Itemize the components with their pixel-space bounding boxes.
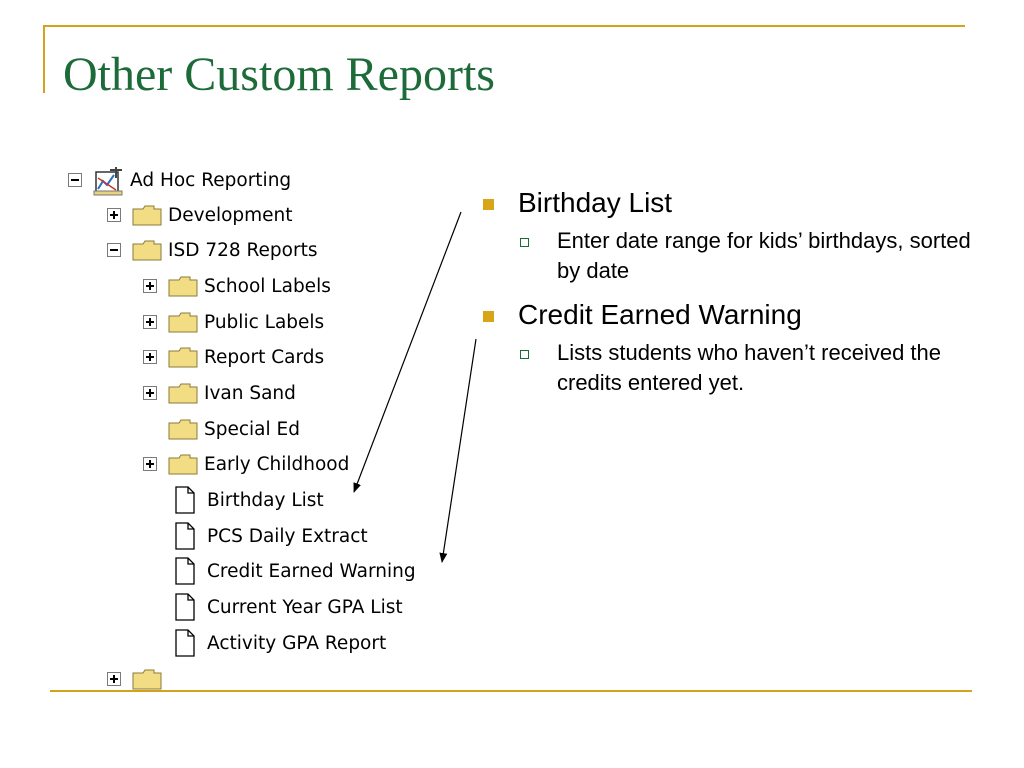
- tree-item-label: Early Childhood: [204, 453, 350, 475]
- bullet-heading: Birthday List: [518, 187, 673, 218]
- tree-item-label: Activity GPA Report: [207, 632, 387, 654]
- bullet-credit-earned-warning: [480, 298, 980, 332]
- sub-bullet-birthday-list: [480, 226, 980, 286]
- slide-title: Other Custom Reports: [63, 48, 495, 101]
- credit-earned-warning-arrow: [442, 339, 476, 562]
- square-bullet-icon: [483, 311, 494, 322]
- bullet-list: [480, 186, 980, 398]
- square-bullet-icon: [483, 199, 494, 210]
- tree-item-label: Development: [168, 204, 293, 226]
- tree-item-label: School Labels: [204, 275, 331, 297]
- tree-item-label: ISD 728 Reports: [168, 239, 318, 261]
- tree-item-label: Ad Hoc Reporting: [130, 169, 292, 191]
- tree-item-label: PCS Daily Extract: [207, 525, 368, 547]
- sub-bullet-credit-earned-warning: [480, 338, 980, 398]
- tree-item-label: Special Ed: [204, 418, 300, 440]
- birthday-list-arrow: [354, 212, 461, 492]
- bullet-heading: Credit Earned Warning: [518, 299, 802, 330]
- tree-item-label: Credit Earned Warning: [207, 560, 416, 582]
- bottom-rule: [50, 690, 972, 692]
- tree-item-label: Ivan Sand: [204, 382, 296, 404]
- hollow-square-bullet-icon: [520, 350, 529, 359]
- tree-item-label: Public Labels: [204, 311, 325, 333]
- tree-item-label: Birthday List: [207, 489, 324, 511]
- tree-item-label: Current Year GPA List: [207, 596, 403, 618]
- tree-item-label: Report Cards: [204, 346, 325, 368]
- bullet-birthday-list: [480, 186, 980, 220]
- sub-bullet-text: Lists students who haven’t received the credits entered yet.: [557, 340, 942, 395]
- sub-bullet-text: Enter date range for kids’ birthdays, sorted by date: [557, 228, 971, 283]
- hollow-square-bullet-icon: [520, 238, 529, 247]
